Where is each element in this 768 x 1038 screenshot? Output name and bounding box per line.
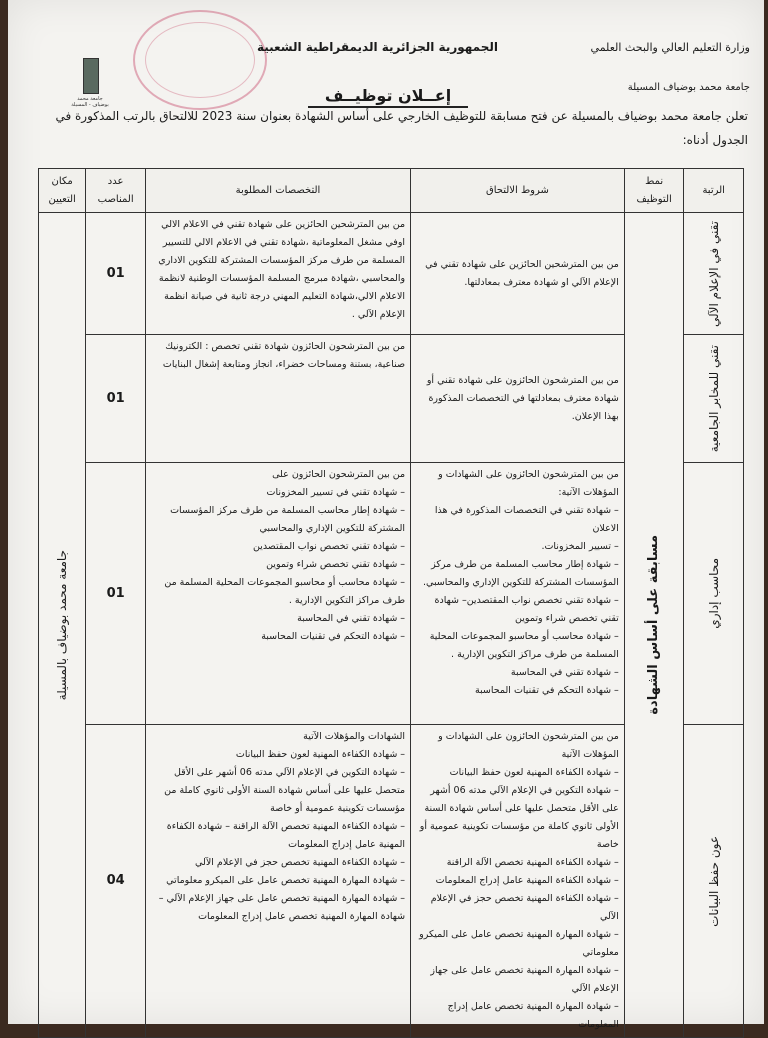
specialty-line: من بين المترشحون الحائزون على	[272, 469, 406, 480]
condition-line: – شهادة المهارة المهنية تخصص عامل إدراج المعلومات	[447, 1001, 619, 1030]
specialties-cell: من بين المترشحين الحائزين على شهادة تقني في الاعلام الالي اوفي مشغل المعلوماتية ،شهادة تقني في الاعلام الالي للتسيير المسلمة من طرف مركز المؤسسات المشتركة للتكوين الاداري والمحاسبي ،شهادة مبرمج المسلمة المؤسسات الوطنية لانظمة الاعلام الالي،شهادة التعليم المهني درجة ثانية في صيانة انظمة الإعلام الآلي .	[145, 213, 410, 335]
location-label: جامعة محمد بوضياف بالمسيلة	[55, 549, 70, 701]
condition-line: – شهادة الكفاءة المهنية عامل إدراج المعلومات	[435, 875, 619, 886]
condition-line: – شهادة تقني في المحاسبة	[510, 667, 619, 678]
condition-line: – شهادة المهارة المهنية تخصص عامل على جهاز الإعلام الآلي	[430, 965, 619, 994]
republic-heading: الجمهورية الجزائرية الديمقراطية الشعبية	[256, 40, 498, 54]
header-positions: عدد المناصب	[86, 169, 146, 213]
condition-line: من بين المترشحون الحائزون على الشهادات و المؤهلات الآتية:	[438, 469, 619, 498]
positions-count: 01	[86, 335, 146, 463]
specialty-line: – شهادة الكفاءة المهنية تخصص حجز في الإعلام الآلي	[195, 857, 406, 868]
header-location: مكان التعيين	[39, 169, 86, 213]
document-page	[8, 0, 764, 1030]
condition-line: من بين المترشحون الحائزون على الشهادات و المؤهلات الآتية	[438, 731, 619, 760]
header-specialties: التخصصات المطلوبة	[145, 169, 410, 213]
condition-line: – شهادة تقني تخصص نواب المقتصدين– شهادة تقني تخصص شراء وتموين	[434, 595, 619, 624]
condition-line: – شهادة الكفاءة المهنية تخصص حجز في الإعلام الآلي	[430, 893, 619, 922]
specialties-cell: من بين المترشحون الحائزون شهادة تقني تخصص : الكترونيك صناعية، بستنة ومساحات خضراء، انجاز ومتابعة إشغال البنايات	[145, 335, 410, 463]
condition-line: – شهادة محاسب أو محاسبو المجموعات المحلية المسلمة من طرف مراكز التكوين الإدارية .	[429, 631, 619, 660]
condition-line: – شهادة الكفاءة المهنية لعون حفظ البيانات	[449, 767, 619, 778]
official-stamp	[133, 10, 267, 110]
conditions-cell	[411, 463, 625, 725]
recruitment-table	[38, 168, 744, 1038]
page-title: إعــلان توظيــف	[308, 86, 468, 108]
university-logo: جامعة محمد بوضياف - المسيلة	[70, 58, 110, 116]
positions-count: 04	[86, 725, 146, 1038]
recruitment-mode-label: مسابقة على أساس الشهادة	[646, 535, 662, 715]
specialties-cell	[145, 463, 410, 725]
recruitment-mode-cell	[624, 213, 684, 1038]
rank-label: محاسب إداري	[706, 558, 721, 629]
specialty-line: – شهادة المهارة المهنية تخصص عامل على جهاز الإعلام الآلي – شهادة المهارة المهنية تخصص عامل إدراج المعلومات	[158, 893, 406, 922]
rank-label: عون حفظ البيانات	[706, 835, 721, 927]
condition-line: – شهادة تقني في التخصصات المذكورة في هذا الاعلان	[434, 505, 619, 534]
rank-cell	[684, 213, 744, 335]
specialty-line: – شهادة المهارة المهنية تخصص عامل على الميكرو معلوماتي	[166, 875, 406, 886]
specialty-line: – شهادة إطار محاسب المسلمة من طرف مركز المؤسسات المشتركة للتكوين الإداري والمحاسبي	[170, 505, 406, 534]
specialties-cell	[145, 725, 410, 1038]
condition-line: – شهادة المهارة المهنية تخصص عامل على الميكرو معلوماتي	[419, 929, 619, 958]
specialty-line: – شهادة تقني تخصص شراء وتموين	[266, 559, 406, 570]
condition-line: – تسيير المخزونات.	[541, 541, 619, 552]
specialty-line: الشهادات والمؤهلات الآتية	[303, 731, 406, 742]
specialty-line: – شهادة التحكم في تقنيات المحاسبة	[261, 631, 406, 642]
condition-line: – شهادة إطار محاسب المسلمة من طرف مركز المؤسسات المشتركة للتكوين الإداري والمحاسبي.	[423, 559, 619, 588]
specialty-line: – شهادة تقني تخصص نواب المقتصدين	[252, 541, 406, 552]
rank-cell	[684, 335, 744, 463]
conditions-cell: من بين المترشحون الحائزون على شهادة تقني أو شهادة معترف بمعادلتها في التخصصات المذكورة بهذا الإعلان.	[411, 335, 625, 463]
condition-line: – شهادة التكوين في الإعلام الآلي مدته 06 أشهر على الأقل متحصل عليها على أساس شهادة السنة الأولى ثانوي كاملة من مؤسسات تكوينية عمومية أو خاصة	[419, 785, 619, 850]
ministry-block	[591, 40, 750, 55]
specialty-line: – شهادة التكوين في الإعلام الآلي مدته 06 أشهر على الأقل متحصل عليها على أساس شهادة السنة الأولى ثانوي كاملة من مؤسسات تكوينية عمومية أو خاصة	[164, 767, 406, 814]
table-header-row	[39, 169, 744, 213]
location-cell	[39, 213, 86, 1038]
table-row	[39, 213, 744, 335]
intro-paragraph: تعلن جامعة محمد بوضياف بالمسيلة عن فتح مسابقة للتوظيف الخارجي على أساس الشهادة بعنوان سنة 2023 للالتحاق بالرتب المذكورة في الجدول أدناه:	[55, 109, 748, 147]
specialty-line: – شهادة تقني في المحاسبة	[297, 613, 406, 624]
rank-label: تقني للمخابر الجامعية	[706, 344, 721, 453]
specialty-line: – شهادة تقني في تسيير المخزونات	[266, 487, 406, 498]
specialty-line: – شهادة الكفاءة المهنية تخصص الآلة الراقنة – شهادة الكفاءة المهنية عامل إدراج المعلومات	[166, 821, 406, 850]
rank-cell	[684, 463, 744, 725]
ministry-name: وزارة التعليم العالي والبحث العلمي	[590, 41, 750, 54]
header-mode: نمط التوظيف	[624, 169, 684, 213]
conditions-cell: من بين المترشحين الحائزين على شهادة تقني في الإعلام الآلي او شهادة معترف بمعادلتها.	[411, 213, 625, 335]
conditions-cell	[411, 725, 625, 1038]
positions-count: 01	[86, 213, 146, 335]
condition-line: – شهادة التحكم في تقنيات المحاسبة	[474, 685, 619, 696]
positions-count: 01	[86, 463, 146, 725]
rank-label: تقني في الإعلام الآلي	[706, 220, 721, 327]
header-rank: الرتبة	[684, 169, 744, 213]
rank-cell	[684, 725, 744, 1038]
header-conditions: شروط الالتحاق	[411, 169, 625, 213]
condition-line: – شهادة الكفاءة المهنية تخصص الآلة الراقنة	[446, 857, 619, 868]
specialty-line: – شهادة محاسب أو محاسبو المجموعات المحلية المسلمة من طرف مراكز التكوين الإدارية .	[164, 577, 406, 606]
university-name: جامعة محمد بوضياف المسيلة	[627, 82, 750, 93]
specialty-line: – شهادة الكفاءة المهنية لعون حفظ البيانات	[235, 749, 406, 760]
